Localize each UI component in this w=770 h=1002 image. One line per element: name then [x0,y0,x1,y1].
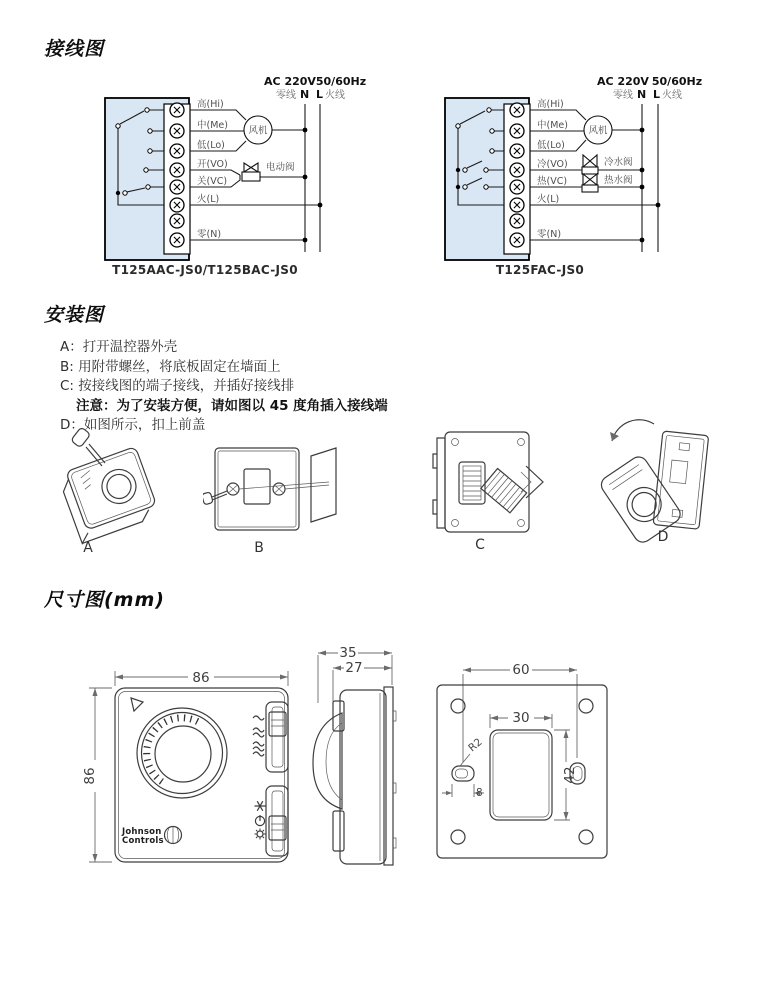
neutral-label: 零线 [613,90,633,101]
neutral-label: 零线 [276,90,296,101]
install-fig-b-drawing [203,442,343,540]
svg-text:高(Hi): 高(Hi) [537,99,564,110]
leader-lines [239,482,329,489]
svg-text:86: 86 [192,670,210,686]
svg-text:火(L): 火(L) [537,194,560,205]
install-steps [60,338,388,436]
rotate-arrow-icon [612,420,654,441]
hot-valve-symbol [582,174,633,192]
svg-text:60: 60 [512,662,530,678]
fan-symbol [244,116,272,144]
screwdriver-icon [71,428,105,466]
globe-icon [165,827,182,844]
fig-label-a: A [83,540,93,556]
svg-text:中(Me): 中(Me) [537,120,568,131]
install-step-b: B: 用附带螺丝，将底板固定在墙面上 [60,358,281,375]
back-plate-tilted [653,431,709,529]
frequency-label: 50/60Hz [651,75,703,88]
wall-panel [311,448,336,522]
terminal-labels [197,98,228,240]
cold-valve-symbol [582,155,633,174]
side-view-drawing [300,633,412,880]
temperature-dial [137,708,227,798]
dim-front-width [115,670,288,686]
svg-text:低(Lo): 低(Lo) [537,140,565,151]
johnson-controls-logo [121,827,182,847]
back-plate-drawing [420,640,645,872]
power-icon [255,815,264,826]
install-step-d: D：如图所示，扣上前盖 [60,417,206,433]
n-label: N [637,88,647,101]
power-header-right [597,75,702,101]
thermostat-tilted [57,446,160,543]
fig-label-b: B [254,540,264,556]
svg-text:8: 8 [476,787,483,799]
mode-icons [255,801,266,839]
fig-label-c: C [475,537,485,553]
install-section-heading: 安装图 [44,304,105,326]
valve-label: 电动阀 [266,162,295,173]
svg-text:热(VC): 热(VC) [537,176,568,187]
n-label: N [300,88,310,101]
svg-text:86: 86 [82,767,98,785]
sun-icon [255,829,266,840]
install-note: 注意：为了安装方便，请如图以 45 度角插入接线端 [76,397,388,414]
live-label: 火线 [325,90,345,101]
dim-slot-width [442,784,484,799]
svg-text:火(L): 火(L) [197,194,220,205]
fan-med-icon [253,728,264,737]
svg-text:42: 42 [562,766,578,784]
svg-text:高(Hi): 高(Hi) [197,99,224,110]
install-step-a: A：打开温控器外壳 [60,339,178,355]
live-label: 火线 [662,90,682,101]
fan-high-icon [253,742,264,756]
fan-symbol [584,116,612,144]
terminal-connector [481,468,527,512]
l-label: L [653,88,661,101]
dim-front-height [82,688,112,862]
svg-text:30: 30 [512,710,530,726]
dim-window-height [554,730,578,820]
dim-window-width [490,710,552,728]
svg-text:27: 27 [345,660,363,676]
front-view-drawing [60,640,300,875]
side-slider-knob-bottom [333,811,344,851]
power-rails [305,104,320,252]
model-caption-left: T125AAC-JS0/T125BAC-JS0 [112,263,298,277]
side-profile [313,687,396,865]
install-fig-d-drawing [598,415,713,543]
hot-valve-label: 热水阀 [604,175,633,186]
l-label: L [316,88,324,101]
svg-text:开(VO): 开(VO) [197,159,228,170]
power-rails [642,104,658,252]
dimension-section-heading: 尺寸图(mm) [44,589,165,611]
ac-voltage-label: AC 220V [597,75,649,88]
snowflake-icon [255,801,266,811]
svg-text:R2: R2 [466,736,485,755]
model-caption-right: T125FAC-JS0 [495,263,585,277]
install-fig-a-drawing [48,428,173,546]
wiring-window [490,730,552,820]
install-step-c: C: 按接线图的端子接线，并插好接线排 [60,378,295,394]
svg-text:零(N): 零(N) [197,229,222,240]
dial-pointer-icon [131,698,143,711]
svg-text:Controls: Controls [122,836,164,846]
svg-text:中(Me): 中(Me) [197,120,228,131]
svg-text:零(N): 零(N) [537,229,562,240]
fan-label: 风机 [248,125,268,137]
svg-text:35: 35 [339,645,357,661]
svg-text:低(Lo): 低(Lo) [197,140,225,151]
slot-radius-callout [460,736,485,766]
fig-label-d: D [657,529,669,545]
svg-text:关(VC): 关(VC) [197,176,228,187]
wiring-section-heading: 接线图 [44,38,105,60]
fan-speed-icons [253,716,264,756]
valve-symbol [242,161,295,181]
install-fig-c-drawing [423,424,553,542]
ac-voltage-label: AC 220V [264,75,316,88]
terminal-labels [537,98,568,240]
svg-text:冷(VO): 冷(VO) [537,159,568,170]
frequency-label: 50/60Hz [315,75,367,88]
svg-text:Johnson: Johnson [122,827,162,837]
wiring-diagram-right [400,68,730,264]
cold-valve-label: 冷水阀 [604,157,633,168]
fan-label: 风机 [588,125,608,137]
power-header-left [264,75,366,101]
wiring-diagram-left [40,68,370,264]
fan-low-icon [253,716,264,720]
